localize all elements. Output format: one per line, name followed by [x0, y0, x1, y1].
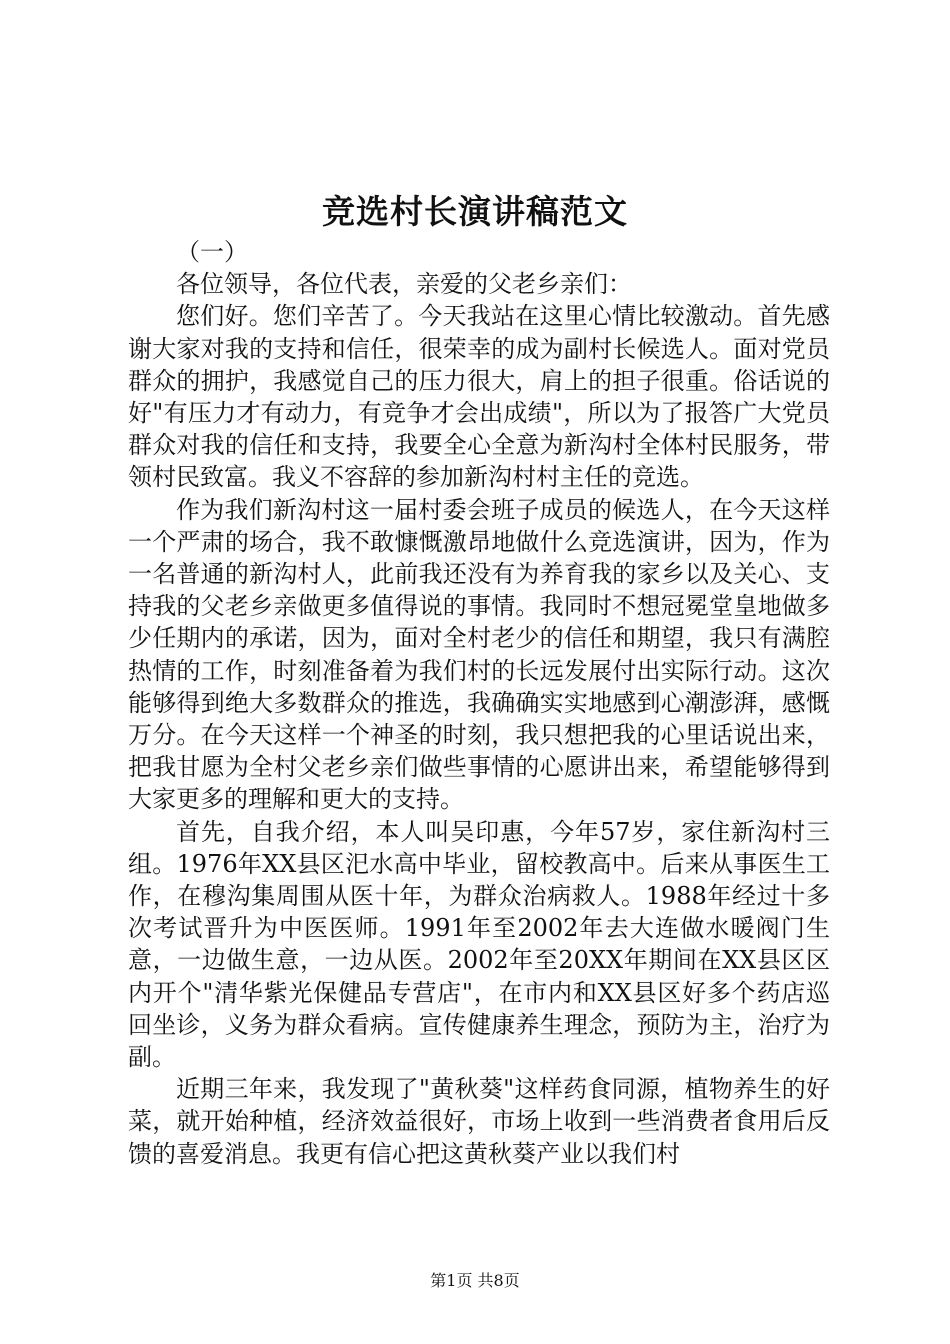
paragraph: 近期三年来，我发现了"黄秋葵"这样药食同源，植物养生的好菜，就开始种植，经济效益很好，市场上收到一些消费者食用后反馈的喜爱消息。我更有信心把这黄秋葵产业以我们村 — [128, 1075, 830, 1168]
paragraph: 作为我们新沟村这一届村委会班子成员的候选人，在今天这样一个严肃的场合，我不敢慷慨激昂地做什么竞选演讲，因为，作为一名普通的新沟村人，此前我还没有为养育我的家乡以及关心、支持我的父老乡亲做更多值得说的事情。我同时不想冠冕堂皇地做多少任期内的承诺，因为，面对全村老少的信任和期望，我只有满腔热情的工作，时刻准备着为我们村的长远发展付出实际行动。这次能够得到绝大多数群众的推选，我确确实实地感到心潮澎湃，感慨万分。在今天这样一个神圣的时刻，我只想把我的心里话说出来，把我甘愿为全村父老乡亲们做些事情的心愿讲出来，希望能够得到大家更多的理解和更大的支持。 — [128, 495, 830, 814]
section-number: （一） — [176, 238, 248, 266]
paragraph: 您们好。您们辛苦了。今天我站在这里心情比较激动。首先感谢大家对我的支持和信任，很荣幸的成为副村长候选人。面对党员群众的拥护，我感觉自己的压力很大，肩上的担子很重。俗话说的好"有压力才有动力，有竞争才会出成绩"，所以为了报答广大党员群众对我的信任和支持，我要全心全意为新沟村全体村民服务，带领村民致富。我义不容辞的参加新沟村村主任的竞选。 — [128, 302, 830, 492]
document-title: 竞选村长演讲稿范文 — [322, 192, 628, 231]
paragraph: 首先，自我介绍，本人叫吴印惠，今年57岁，家住新沟村三组。1976年XX县区汜水高中毕业，留校教高中。后来从事医生工作，在穆沟集周围从医十年，为群众治病救人。1988年经过十多次考试晋升为中医医师。1991年至2002年去大连做水暖阀门生意，一边做生意，一边从医。2002年至20XX年期间在XX县区区内开个"清华紫光保健品专营店"，在市内和XX县区好多个药店巡回坐诊，义务为群众看病。宣传健康养生理念，预防为主，治疗为副。 — [128, 817, 830, 1072]
salutation: 各位领导，各位代表，亲爱的父老乡亲们： — [176, 270, 632, 299]
document-body — [128, 236, 830, 1170]
page-footer: 第1页 共8页 — [430, 1271, 520, 1290]
